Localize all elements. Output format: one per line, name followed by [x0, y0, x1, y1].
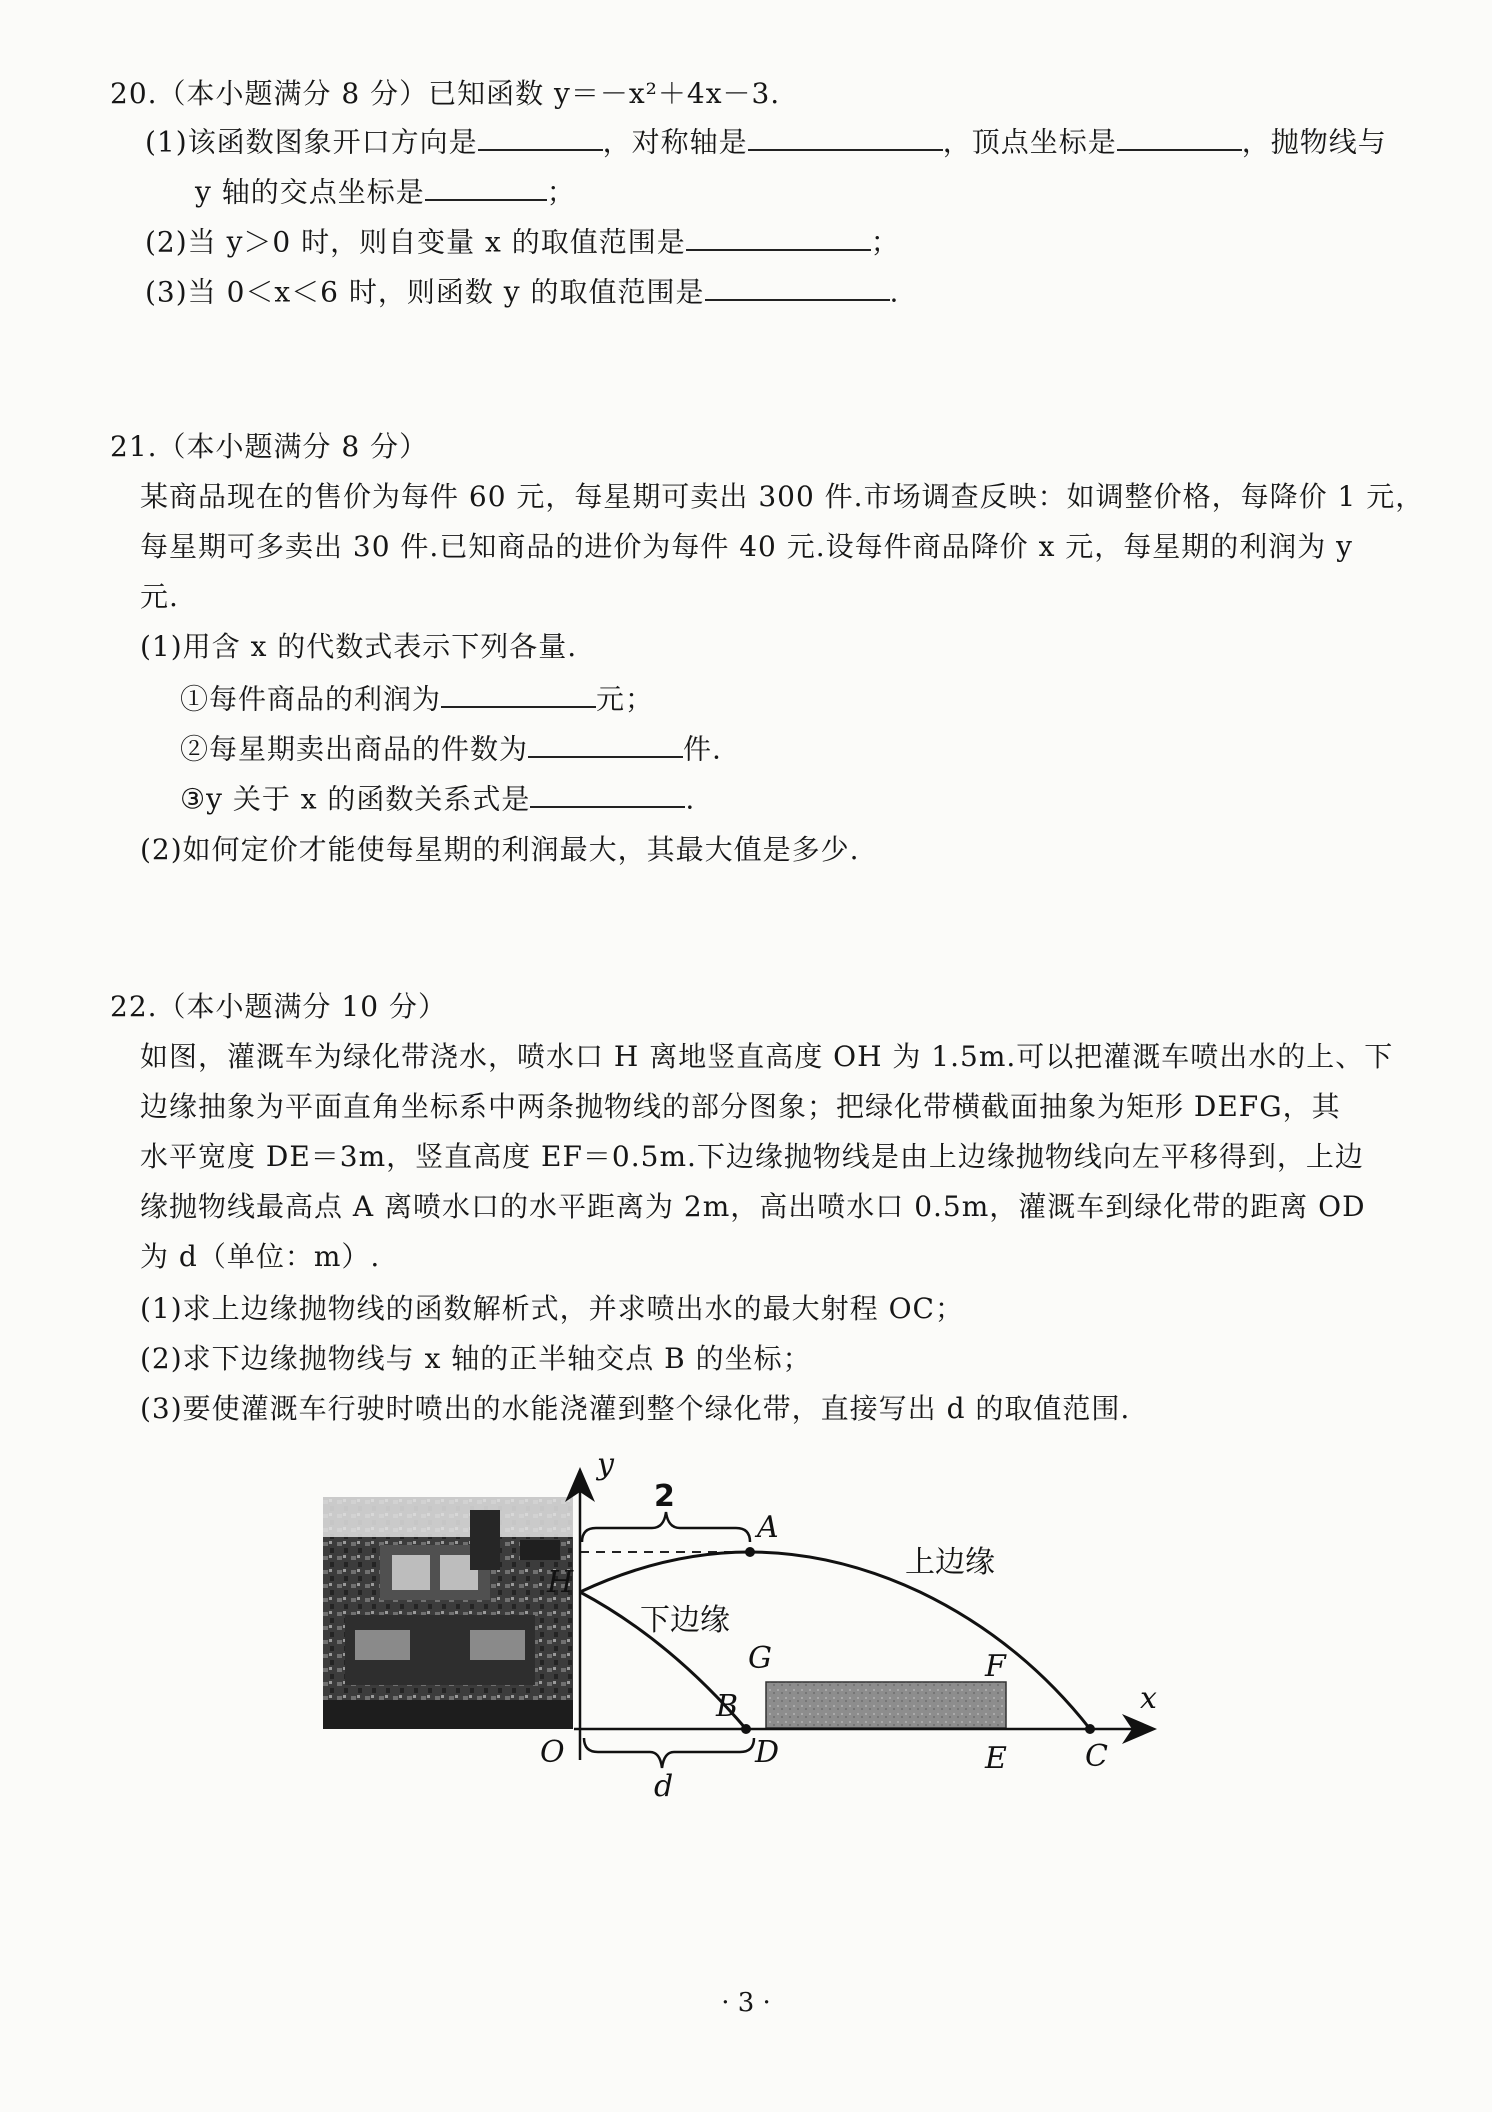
q22-stem-line2: 边缘抽象为平面直角坐标系中两条抛物线的部分图象；把绿化带横截面抽象为矩形 DEFG，其: [140, 1090, 1341, 1123]
q20-heading: 20.（本小题满分 8 分）已知函数 y＝－x²＋4x－3.: [110, 77, 781, 110]
label-D: D: [755, 1735, 780, 1770]
green-belt-rect: [766, 1682, 1006, 1728]
point-B: [741, 1724, 751, 1734]
brace-2: [582, 1512, 750, 1542]
label-lower-edge: 下边缘: [640, 1603, 730, 1638]
q22-stem-line4: 缘抛物线最高点 A 离喷水口的水平距离为 2m，高出喷水口 0.5m，灌溉车到绿化带的距离 OD: [140, 1190, 1366, 1223]
label-y: y: [597, 1447, 614, 1482]
point-A: [745, 1547, 755, 1557]
q21-part1: (1)用含 x 的代数式表示下列各量.: [140, 630, 578, 663]
q22-stem-line3: 水平宽度 DE＝3m，竖直高度 EF＝0.5m.下边缘抛物线是由上边缘抛物线向左平移得到，上边: [140, 1140, 1364, 1173]
q20-part1-line1: (1)该函数图象开口方向是 ，对称轴是 ，顶点坐标是 ，抛物线与: [145, 120, 1387, 165]
label-x: x: [1140, 1681, 1157, 1716]
q21-item1: ①每件商品的利润为 元；: [180, 677, 654, 722]
q20-part1-line2: y 轴的交点坐标是 ；: [195, 170, 576, 215]
label-2: 2: [654, 1479, 675, 1514]
label-H: H: [547, 1565, 574, 1600]
label-C: C: [1085, 1739, 1108, 1774]
point-C: [1085, 1724, 1095, 1734]
q21-stem-line2: 每星期可多卖出 30 件.已知商品的进价为每件 40 元.设每件商品降价 x 元，每星期的利润为 y: [140, 530, 1353, 563]
q20-part3: (3)当 0＜x＜6 时，则函数 y 的取值范围是 .: [145, 270, 899, 315]
q21-part2: (2)如何定价才能使每星期的利润最大，其最大值是多少.: [140, 833, 860, 866]
q22-heading: 22.（本小题满分 10 分）: [110, 990, 447, 1023]
label-A: A: [757, 1510, 779, 1545]
label-G: G: [748, 1641, 772, 1676]
label-F: F: [985, 1649, 1006, 1684]
label-B: B: [716, 1689, 739, 1724]
truck-photo: [323, 1497, 573, 1729]
q21-stem-line3: 元.: [140, 580, 179, 613]
label-d: d: [654, 1769, 674, 1804]
label-O: O: [540, 1735, 565, 1770]
label-upper-edge: 上边缘: [905, 1545, 995, 1580]
q21-heading: 21.（本小题满分 8 分）: [110, 430, 429, 463]
label-E: E: [985, 1741, 1007, 1776]
q21-stem-line1: 某商品现在的售价为每件 60 元，每星期可卖出 300 件.市场调查反映：如调整价格，每降价 1 元，: [140, 480, 1425, 513]
q22-stem-line5: 为 d（单位：m）.: [140, 1240, 381, 1273]
q22-part3: (3)要使灌溉车行驶时喷出的水能浇灌到整个绿化带，直接写出 d 的取值范围.: [140, 1392, 1131, 1425]
q22-part2: (2)求下边缘抛物线与 x 轴的正半轴交点 B 的坐标；: [140, 1342, 812, 1375]
q22-stem-line1: 如图，灌溉车为绿化带浇水，喷水口 H 离地竖直高度 OH 为 1.5m.可以把灌溉车喷出水的上、下: [140, 1040, 1394, 1073]
page-number: · 3 ·: [721, 1988, 771, 2018]
brace-d: [584, 1738, 754, 1768]
q22-part1: (1)求上边缘抛物线的函数解析式，并求喷出水的最大射程 OC；: [140, 1292, 964, 1325]
q20-part2: (2)当 y＞0 时，则自变量 x 的取值范围是 ；: [145, 220, 900, 265]
q21-item3: ③y 关于 x 的函数关系式是 .: [180, 777, 695, 822]
q21-item2: ②每星期卖出商品的件数为 件.: [180, 727, 722, 772]
